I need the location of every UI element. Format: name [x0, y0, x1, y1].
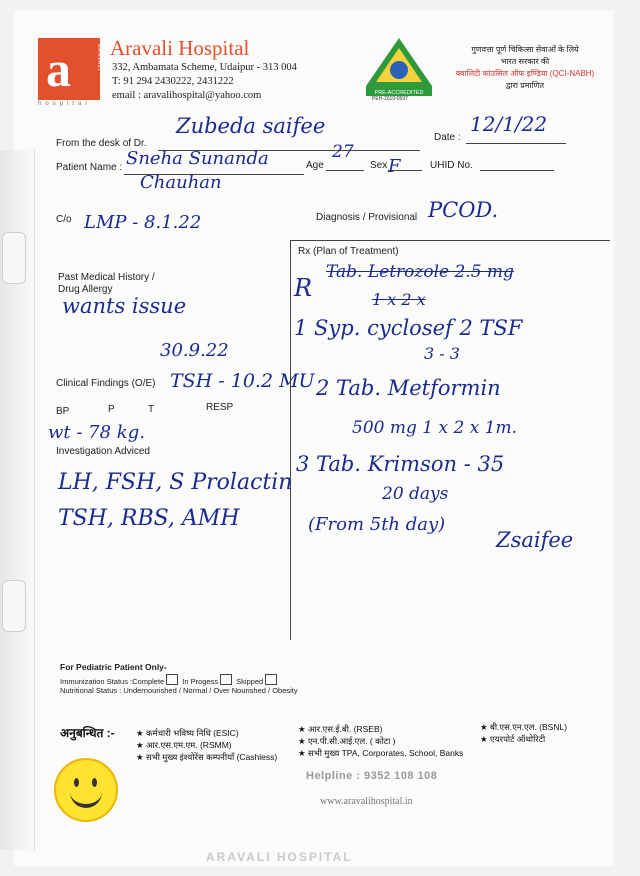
pediatric-title: For Pediatric Patient Only-: [60, 662, 167, 672]
investigation-line-2: TSH, RBS, AMH: [58, 506, 240, 531]
logo-sub-text: hospital: [38, 101, 91, 107]
badge-text: PRE-ACCREDITED: [374, 90, 424, 96]
empanelled-item: ★ एन.पी.सी.आई.एल. ( कोटा ): [298, 736, 395, 747]
skipped-checkbox[interactable]: [265, 674, 277, 685]
website: www.aravalihospital.in: [320, 796, 413, 807]
diagnosis-label: Diagnosis / Provisional: [316, 212, 418, 223]
clinical-date: 30.9.22: [160, 340, 229, 361]
pmh-label-2: Drug Allergy: [58, 284, 113, 295]
date-label: Date :: [434, 132, 461, 143]
empanelled-item: ★ आर.एस.ई.बी. (RSEB): [298, 724, 382, 735]
rx-item-3: 3 Tab. Krimson - 35: [296, 452, 505, 476]
hospital-address: 332, Ambamata Scheme, Udaipur - 313 004: [112, 62, 297, 73]
patient-name-label: Patient Name :: [56, 162, 123, 173]
empanelled-item: ★ एयरपोर्ट ऑथोरिटी: [480, 734, 545, 745]
hospital-email: email : aravalihospital@yahoo.com: [112, 90, 262, 101]
doctor-signature: Zsaifee: [496, 528, 574, 552]
rx-symbol: R: [294, 274, 313, 302]
nutrition-label: Nutritional Status :: [60, 686, 122, 695]
investigation-label: Investigation Adviced: [56, 446, 150, 457]
opt-complete: Complete: [132, 677, 165, 686]
clip-bottom: [2, 580, 26, 632]
empanelled-item: ★ कर्मचारी भविष्य निधि (ESIC): [136, 728, 239, 739]
rx-top-line: [290, 240, 610, 241]
hospital-name: Aravali Hospital: [110, 36, 250, 60]
rx-item-2-sub: 500 mg 1 x 2 x 1m.: [352, 418, 518, 438]
hindi-line-1: गुणवत्ता पूर्ण चिकित्सा सेवाओं के लिये: [471, 45, 579, 54]
sex-label: Sex: [370, 160, 388, 171]
vitals-resp: RESP: [206, 402, 234, 413]
empanelled-item: ★ सभी मुख्य TPA, Corporates, School, Banks: [298, 748, 463, 759]
weight-value: wt - 78 kg.: [48, 422, 145, 443]
rx-item-3-sub: 20 days: [382, 484, 449, 504]
opt-progress: In Progess: [182, 677, 219, 686]
immunization-row: [60, 674, 281, 686]
uhid-line: [480, 170, 554, 171]
clinical-label: Clinical Findings (O/E): [56, 378, 156, 389]
rx-divider: [290, 240, 291, 640]
hindi-line-3: क्वालिटी कांउसिल ऑफ इण्डिया (QCI-NABH): [455, 69, 595, 78]
rx-struck-line-2: 1 x 2 x: [372, 290, 426, 309]
bottom-banner: ARAVALI HOSPITAL: [206, 850, 353, 864]
empanelled-item: ★ सभी मुख्य इंश्योरेंस कम्पनीयाँ (Cashless): [136, 752, 277, 763]
logo-side-text: ARAVALI: [96, 44, 102, 72]
investigation-line-1: LH, FSH, S Prolactin: [58, 470, 293, 495]
empanelled-title: अनुबन्धित :-: [60, 726, 115, 740]
age-value: 27: [332, 142, 354, 162]
co-label: C/o: [56, 214, 72, 225]
uhid-label: UHID No.: [430, 160, 473, 171]
tsh-value: TSH - 10.2 MU: [170, 370, 315, 392]
co-value: LMP - 8.1.22: [84, 212, 202, 233]
rx-item-3-sub-2: (From 5th day): [308, 514, 446, 535]
patient-name-2: Chauhan: [140, 172, 222, 193]
complete-checkbox[interactable]: [166, 674, 178, 685]
empanelled-item: ★ आर.एस.एम.एम. (RSMM): [136, 740, 232, 751]
sex-value: F: [388, 156, 401, 177]
hospital-logo: [38, 38, 100, 100]
pmh-value: wants issue: [62, 294, 187, 318]
date-line: [466, 143, 566, 144]
age-label: Age: [306, 160, 324, 171]
rx-struck-line: Tab. Letrozole 2.5 mg: [326, 262, 514, 282]
nabh-badge-icon: [364, 36, 434, 98]
opt-skipped: Skipped: [236, 677, 264, 686]
hindi-line-4: द्वारा प्रमाणित: [505, 81, 545, 90]
immunization-label: Immunization Status :: [60, 677, 133, 686]
patient-name: Sneha Sunanda: [126, 148, 269, 169]
vitals-t: T: [148, 404, 155, 415]
nutrition-row: [60, 686, 298, 695]
rx-item-1: 1 Syp. cyclosef 2 TSF: [294, 316, 523, 340]
badge-id: PEH-2019-0597: [372, 96, 408, 102]
hospital-phone: T: 91 294 2430222, 2431222: [112, 76, 234, 87]
smiley-icon: [54, 758, 118, 822]
age-line: [326, 170, 364, 171]
pmh-label-1: Past Medical History /: [58, 272, 155, 283]
hindi-line-2: भारत सरकार की: [500, 57, 550, 66]
helpline: Helpline : 9352 108 108: [306, 770, 438, 782]
date-value: 12/1/22: [470, 112, 548, 136]
diagnosis-value: PCOD.: [428, 198, 499, 222]
clip-top: [2, 232, 26, 284]
logo-letter: a: [46, 41, 71, 97]
empanelled-item: ★ बी.एस.एन.एल. (BSNL): [480, 722, 567, 733]
rx-item-1-sub: 3 - 3: [424, 344, 460, 363]
rx-label: Rx (Plan of Treatment): [298, 246, 399, 257]
vitals-bp: BP: [56, 406, 70, 417]
from-desk-label: From the desk of Dr.: [56, 138, 147, 149]
vitals-p: P: [108, 404, 115, 415]
nutrition-options: Undernourished / Normal / Over Nourished / Obesity: [123, 686, 298, 695]
progress-checkbox[interactable]: [220, 674, 232, 685]
rx-item-2: 2 Tab. Metformin: [316, 376, 501, 400]
doctor-name: Zubeda saifee: [176, 114, 326, 138]
